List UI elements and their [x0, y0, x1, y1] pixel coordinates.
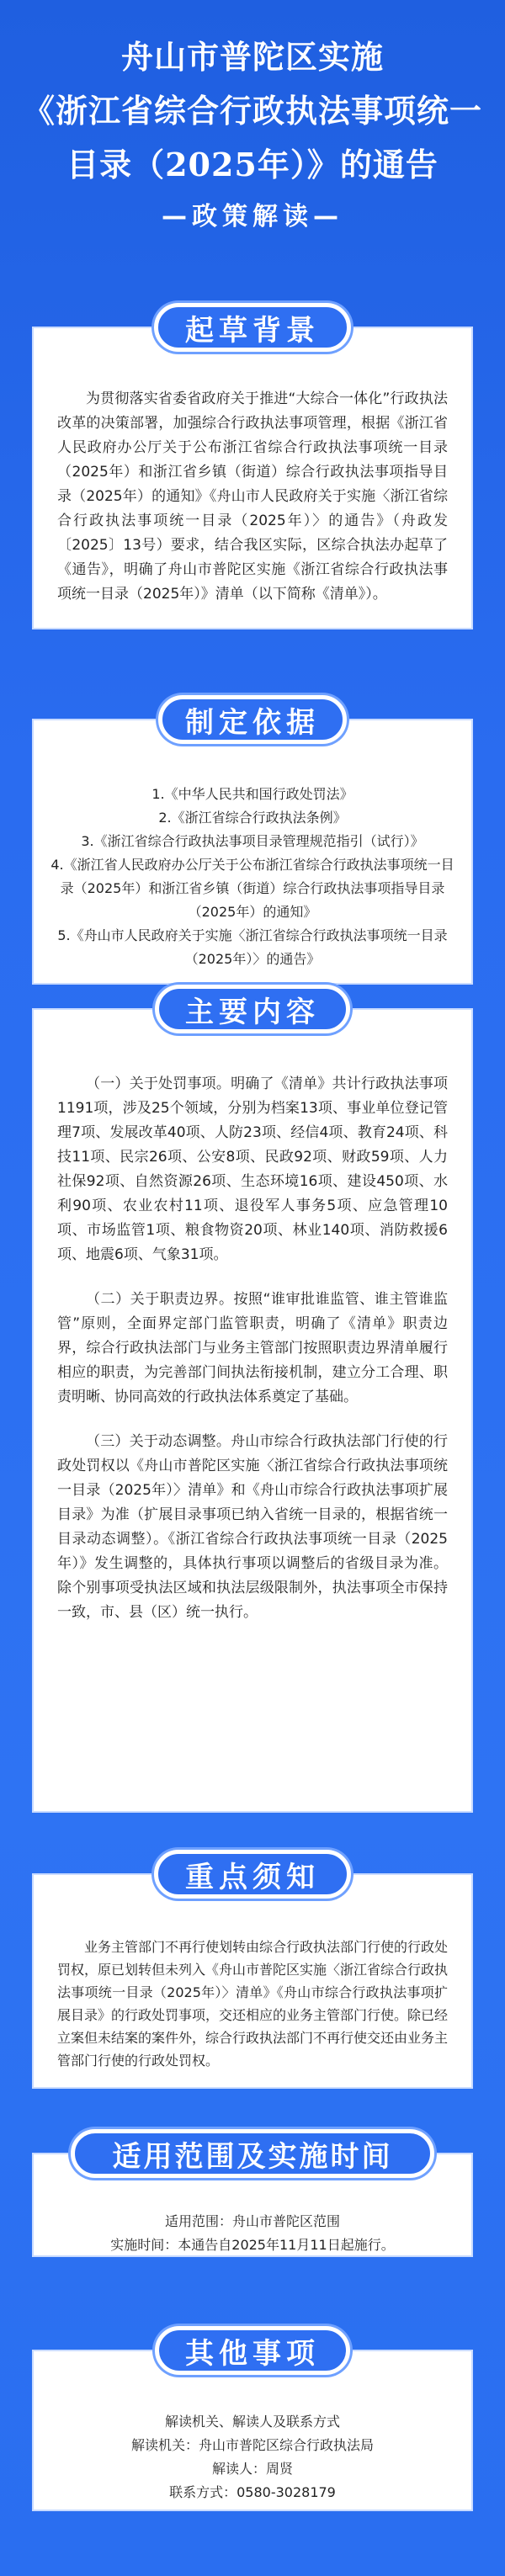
basis-item: 2.《浙江省综合行政执法条例》 [158, 810, 347, 826]
time-line: 实施时间：本通告自2025年11月11日起施行。 [110, 2237, 395, 2253]
section-heading-main: 主要内容 [155, 985, 350, 1033]
section-heading-background: 起草背景 [154, 303, 351, 352]
other-line: 解读机关：舟山市普陀区综合行政执法局 [130, 2437, 374, 2453]
notice-text: 业务主管部门不再行使划转由综合行政执法部门行使的行政处罚权，原已划转但未列入《舟山市普陀区实施〈浙江省综合行政执法事项统一目录（2025年）〉清单》《舟山市综合行政执法事项扩展目录》的行政处罚事项，交还相应的业务主管部门行使。除已经立案但未结案的案件外，综合行政执法部门不再行使交还由业务主管部门行使的行政处罚权。 [57, 1939, 449, 2069]
main-paragraph-3: （三）关于动态调整。舟山市综合行政执法部门行使的行政处罚权以《舟山市普陀区实施〈浙江省综合行政执法事项统一目录（2025年）〉清单》和《舟山市综合行政执法事项扩展目录》为准（扩展目录事项已纳入省统一目录的，根据省统一目录动态调整）。《浙江省综合行政执法事项统一目录（2025年）》发生调整的，具体执行事项以调整后的省级目录为准。除个别事项受执法区域和执法层级限制外，执法事项全市保持一致，市、县（区）统一执行。 [57, 1433, 448, 1621]
other-line: 解读机关、解读人及联系方式 [164, 2414, 340, 2430]
section-background [32, 296, 473, 633]
section-other [32, 2319, 473, 2513]
section-heading-scope: 适用范围及实施时间 [71, 2129, 434, 2178]
title-line-1: 舟山市普陀区实施 [120, 38, 384, 76]
main-card [32, 1008, 473, 1813]
basis-card [32, 719, 473, 985]
basis-item: 1.《中华人民共和国行政处罚法》 [152, 786, 354, 802]
subtitle: —政策解读— [162, 202, 343, 231]
section-heading-basis: 制定依据 [158, 695, 347, 744]
section-basis [32, 688, 473, 988]
other-line: 联系方式：0580-3028179 [169, 2484, 336, 2500]
basis-item: 4.《浙江省人民政府办公厅关于公布浙江省综合行政执法事项统一目录（2025年）和浙江省乡镇（街道）综合行政执法事项指导目录（2025年）的通知》 [50, 857, 454, 920]
background-text: 为贯彻落实省委省政府关于推进“大综合一体化”行政执法改革的决策部署，加强综合行政执法事项管理，根据《浙江省人民政府办公厅关于公布浙江省综合行政执法事项统一目录（2025年）和浙江省乡镇（街道）综合行政执法事项指导目录（2025年）的通知》《舟山市人民政府关于实施〈浙江省综合行政执法事项统一目录（2025年）〉的通告》（舟政发〔2025〕13号）要求，结合我区实际，区综合执法办起草了《通告》，明确了舟山市普陀区实施《浙江省综合行政执法事项统一目录（2025年）》清单（以下简称《清单》）。 [57, 390, 448, 603]
basis-item: 3.《浙江省综合行政执法事项目录管理规范指引（试行）》 [81, 833, 424, 849]
title-line-3: 目录（2025年）》的通告 [66, 146, 439, 183]
notice-card [32, 1873, 473, 2089]
basis-item: 5.《舟山市人民政府关于实施〈浙江省综合行政执法事项统一目录（2025年）〉的通告》 [57, 927, 448, 967]
main-paragraph-2: （二）关于职责边界。按照“谁审批谁监管、谁主管谁监管”原则，全面界定部门监管职责，明确了《清单》职责边界，综合行政执法部门与业务主管部门按照职责边界清单履行相应的职责，为完善部门间执法衔接机制，建立分工合理、职责明晰、协同高效的行政执法体系奠定了基础。 [57, 1291, 448, 1405]
title-line-2: 《浙江省综合行政执法事项统一 [22, 92, 482, 130]
section-heading-notice: 重点须知 [154, 1850, 351, 1899]
section-notice [32, 1843, 473, 2095]
section-scope [32, 2122, 473, 2260]
section-heading-other: 其他事项 [155, 2326, 350, 2375]
background-card [32, 327, 473, 629]
page-header [0, 0, 505, 269]
scope-line: 适用范围：舟山市普陀区范围 [164, 2213, 340, 2229]
other-line: 解读人：周贤 [211, 2461, 293, 2477]
section-main [32, 978, 473, 1830]
main-paragraph-1: （一）关于处罚事项。明确了《清单》共计行政执法事项1191项，涉及25个领域，分别为档案13项、事业单位登记管理7项、发展改革40项、人防23项、经信4项、教育24项、科技11项、民宗26项、公安8项、民政92项、财政59项、人力社保92项、自然资源26项、生态环境16项、建设450项、水利90项、农业农村11项、退役军人事务5项、应急管理10项、市场监管1项、粮食物资20项、林业140项、消防救援6项、地震6项、气象31项。 [57, 1076, 448, 1263]
